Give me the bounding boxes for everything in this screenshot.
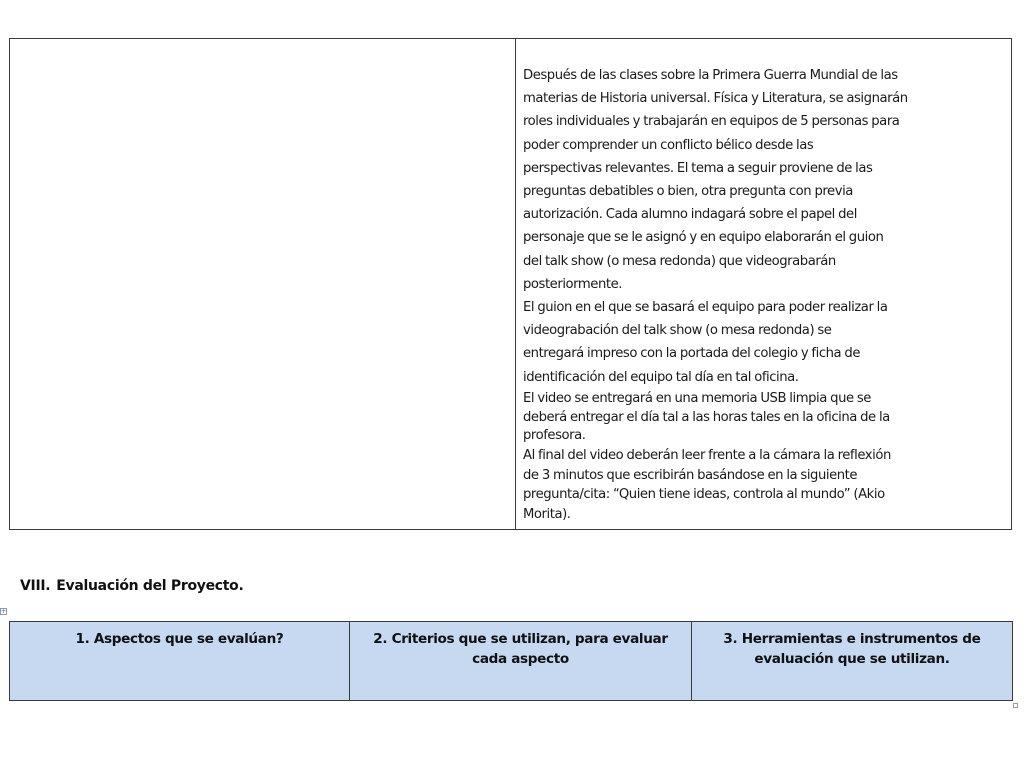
evaluation-table <box>9 621 1013 701</box>
section-number: VIII. <box>20 578 51 594</box>
section-title: Evaluación del Proyecto. <box>56 578 244 594</box>
evaluation-header-tools[interactable] <box>692 622 1012 700</box>
instructions-paragraph-4 <box>523 446 1003 524</box>
instructions-paragraph-2 <box>523 296 1003 389</box>
text-line: pregunta/cita: “Quien tiene ideas, controla al mundo” (Akio <box>523 487 885 503</box>
text-line: identificación del equipo tal día en tal oficina. <box>523 369 799 385</box>
text-line: El video se entregará en una memoria USB limpia que se <box>523 390 871 406</box>
text-line: autorización. Cada alumno indagará sobre el papel del <box>523 207 857 223</box>
text-line: El guion en el que se basará el equipo para poder realizar la <box>523 300 888 316</box>
text-line: Después de las clases sobre la Primera Guerra Mundial de las <box>523 68 898 83</box>
project-description-cell[interactable] <box>516 39 1011 529</box>
text-line: del talk show (o mesa redonda) que videograbarán <box>523 253 836 269</box>
header-line: evaluación que se utilizan. <box>754 651 950 667</box>
text-line: profesora. <box>523 428 586 444</box>
instructions-paragraph-1 <box>523 64 1003 296</box>
text-line: personaje que se le asignó y en equipo elaborarán el guion <box>523 230 884 246</box>
text-line: poder comprender un conflicto bélico desde las <box>523 137 814 153</box>
header-line: 1. Aspectos que se evalúan? <box>75 631 284 647</box>
text-line: posteriormente. <box>523 276 622 292</box>
text-line: roles individuales y trabajarán en equipos de 5 personas para <box>523 114 900 130</box>
text-line: videograbación del talk show (o mesa redonda) se <box>523 323 832 339</box>
text-line: deberá entregar el día tal a las horas tales en la oficina de la <box>523 409 890 425</box>
table-resize-handle[interactable] <box>1013 703 1018 708</box>
header-line: 2. Criterios que se utilizan, para evaluar <box>373 631 668 647</box>
text-line: entregará impreso con la portada del colegio y ficha de <box>523 346 861 362</box>
empty-table-cell[interactable] <box>10 39 516 529</box>
instructions-paragraph-3 <box>523 390 1003 446</box>
evaluation-header-aspects[interactable] <box>10 622 350 700</box>
section-heading <box>20 578 244 594</box>
text-line: preguntas debatibles o bien, otra pregunta con previa <box>523 184 853 200</box>
evaluation-header-criteria[interactable] <box>350 622 692 700</box>
text-line: Morita). <box>523 506 571 522</box>
text-line: Al final del video deberán leer frente a la cámara la reflexión <box>523 448 891 464</box>
project-description-table <box>9 38 1012 530</box>
text-line: materias de Historia universal. Física y Literatura, se asignarán <box>523 91 908 107</box>
table-move-handle-icon[interactable]: + <box>1 608 7 615</box>
header-line: 3. Herramientas e instrumentos de <box>723 631 981 647</box>
text-line: de 3 minutos que escribirán basándose en la siguiente <box>523 467 858 483</box>
header-line: cada aspecto <box>472 651 569 667</box>
text-line: perspectivas relevantes. El tema a seguir proviene de las <box>523 160 873 176</box>
